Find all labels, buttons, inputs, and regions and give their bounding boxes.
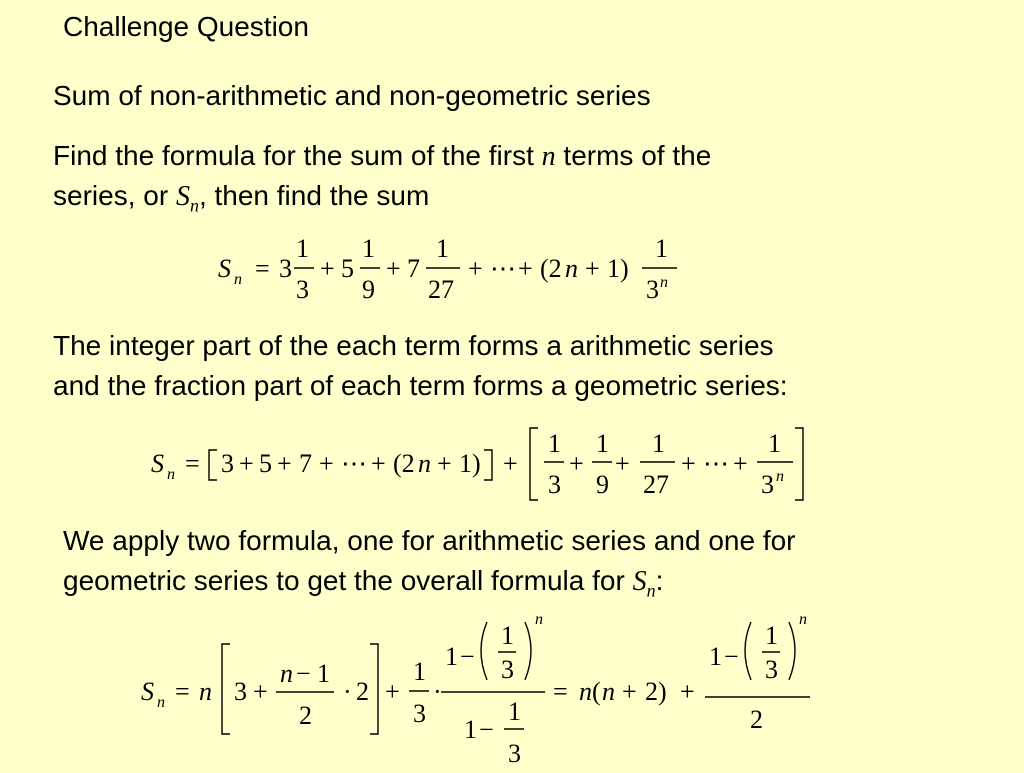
svg-text:9: 9: [362, 275, 375, 304]
svg-text:·: ·: [433, 677, 442, 706]
svg-text:n: n: [418, 449, 431, 478]
svg-text:(: (: [592, 677, 601, 706]
svg-text:n: n: [234, 271, 242, 288]
svg-text:+: +: [681, 449, 696, 478]
svg-text:1: 1: [362, 234, 375, 263]
svg-text:−: −: [460, 642, 475, 671]
svg-text:1: 1: [655, 234, 668, 263]
svg-text:1: 1: [464, 715, 477, 744]
svg-text:7: 7: [299, 449, 312, 478]
svg-text:=: =: [255, 254, 270, 283]
svg-text:S: S: [218, 254, 231, 283]
svg-text:+: +: [320, 254, 335, 283]
svg-text:⋯: ⋯: [490, 254, 516, 283]
svg-text:+: +: [385, 677, 400, 706]
svg-text:+: +: [615, 449, 630, 478]
svg-text:1: 1: [768, 429, 781, 458]
apply-text-2b: :: [655, 565, 664, 596]
svg-text:−: −: [724, 642, 739, 671]
svg-text:+: +: [518, 254, 533, 283]
svg-text:1: 1: [501, 621, 514, 650]
svg-text:+: +: [585, 254, 600, 283]
svg-text:3: 3: [508, 739, 521, 768]
svg-text:1: 1: [596, 429, 609, 458]
svg-text:n: n: [280, 659, 293, 688]
svg-text:+: +: [437, 449, 452, 478]
explanation-line-2: and the fraction part of each term forms a geometric series:: [53, 370, 788, 401]
variable-subscript-n: n: [646, 580, 656, 601]
prompt-text-1b: terms of the: [555, 140, 712, 171]
svg-text:1: 1: [413, 657, 426, 686]
svg-text:n: n: [602, 677, 615, 706]
svg-text:1): 1): [459, 449, 481, 478]
svg-text:5: 5: [259, 449, 272, 478]
svg-text:·: ·: [343, 677, 352, 706]
variable-S: S: [175, 181, 190, 212]
svg-text:1: 1: [296, 234, 309, 263]
svg-text:=: =: [175, 677, 190, 706]
svg-text:n: n: [565, 254, 578, 283]
explanation-line-1: The integer part of the each term forms a arithmetic series: [53, 330, 774, 361]
equation-split-series: [145, 425, 825, 515]
svg-text:+: +: [733, 449, 748, 478]
svg-text:5: 5: [341, 254, 354, 283]
svg-text:7: 7: [407, 254, 420, 283]
svg-text:+: +: [319, 449, 334, 478]
prompt-line-2: [53, 177, 429, 225]
svg-text:3: 3: [279, 254, 292, 283]
equation-series-sum: [210, 232, 690, 317]
svg-text:3: 3: [221, 449, 234, 478]
svg-text:3: 3: [761, 470, 774, 499]
prompt-text-2b: , then find the sum: [198, 180, 430, 211]
svg-text:2: 2: [299, 701, 312, 730]
svg-text:n: n: [776, 468, 784, 485]
svg-text:S: S: [151, 449, 164, 478]
svg-text:3: 3: [548, 470, 561, 499]
prompt-line-1: [53, 137, 711, 176]
svg-text:(2: (2: [540, 254, 562, 283]
svg-text:n: n: [660, 274, 668, 291]
svg-text:=: =: [553, 677, 568, 706]
svg-text:+: +: [680, 677, 695, 706]
apply-line-1: We apply two formula, one for arithmetic series and one for: [63, 525, 796, 556]
svg-text:3: 3: [646, 275, 659, 304]
svg-text:⋯: ⋯: [703, 449, 729, 478]
svg-text:+: +: [569, 449, 584, 478]
svg-text:(2: (2: [393, 449, 415, 478]
svg-text:1): 1): [607, 254, 629, 283]
svg-text:1: 1: [652, 429, 665, 458]
svg-text:−: −: [479, 715, 494, 744]
prompt-text-2a: series, or: [53, 180, 176, 211]
svg-text:1: 1: [765, 621, 778, 650]
svg-text:+: +: [239, 449, 254, 478]
svg-text:⋯: ⋯: [341, 449, 367, 478]
svg-text:−: −: [296, 659, 311, 688]
svg-text:+: +: [386, 254, 401, 283]
svg-text:n: n: [157, 694, 165, 711]
svg-text:2: 2: [750, 705, 763, 734]
equation-final-formula: [135, 610, 825, 773]
prompt-text-1a: Find the formula for the sum of the first: [53, 140, 542, 171]
svg-text:1: 1: [709, 642, 722, 671]
variable-n: n: [541, 141, 556, 172]
svg-text:+: +: [371, 449, 386, 478]
svg-text:9: 9: [596, 470, 609, 499]
svg-text:n: n: [535, 611, 543, 628]
apply-text-2a: geometric series to get the overall formula for: [63, 565, 633, 596]
svg-text:1: 1: [508, 697, 521, 726]
svg-text:1: 1: [436, 234, 449, 263]
apply-line-2: [63, 562, 663, 610]
svg-text:n: n: [167, 466, 175, 483]
svg-text:2): 2): [645, 677, 667, 706]
svg-text:3: 3: [234, 677, 247, 706]
svg-text:3: 3: [413, 699, 426, 728]
variable-subscript-n: n: [189, 195, 199, 216]
svg-text:n: n: [199, 677, 212, 706]
svg-text:27: 27: [428, 275, 454, 304]
svg-text:S: S: [141, 677, 154, 706]
svg-text:+: +: [468, 254, 483, 283]
svg-text:+: +: [277, 449, 292, 478]
svg-text:1: 1: [317, 659, 330, 688]
svg-text:3: 3: [296, 275, 309, 304]
svg-text:+: +: [503, 449, 518, 478]
svg-text:n: n: [799, 611, 807, 628]
svg-text:n: n: [579, 677, 592, 706]
svg-text:+: +: [253, 677, 268, 706]
svg-text:1: 1: [548, 429, 561, 458]
variable-S: S: [632, 566, 647, 597]
svg-text:3: 3: [765, 655, 778, 684]
svg-text:1: 1: [445, 642, 458, 671]
slide-subtitle: Sum of non-arithmetic and non-geometric series: [53, 80, 651, 111]
slide-title: Challenge Question: [63, 11, 309, 42]
svg-text:2: 2: [356, 677, 369, 706]
svg-text:3: 3: [501, 655, 514, 684]
svg-text:=: =: [185, 449, 200, 478]
svg-text:27: 27: [643, 470, 669, 499]
svg-text:+: +: [622, 677, 637, 706]
